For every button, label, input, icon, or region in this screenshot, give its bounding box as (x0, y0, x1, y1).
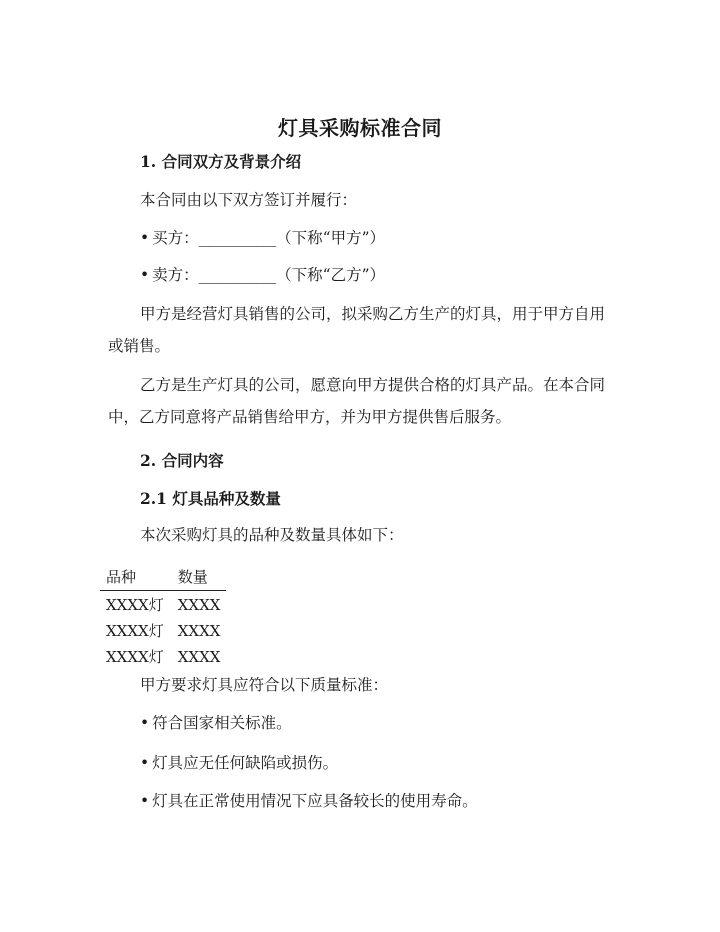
table-header-variety: 品种 (100, 562, 170, 591)
quality-item-text: 灯具应无任何缺陷或损伤。 (152, 754, 339, 772)
quality-item (140, 708, 292, 739)
bullet-icon (140, 754, 152, 772)
section-2-1-intro: 本次采购灯具的品种及数量具体如下： (140, 526, 404, 544)
table-cell-variety: XXXX灯 (106, 648, 164, 666)
table-cell-quantity: XXXX (177, 621, 221, 640)
table-header-quantity: 数量 (170, 562, 227, 591)
section-1-heading: 1. 合同双方及背景介绍 (140, 152, 302, 171)
bullet-icon (140, 792, 152, 810)
quality-item-text: 符合国家相关标准。 (152, 714, 292, 732)
bullet-icon (140, 229, 152, 247)
product-table (100, 562, 226, 669)
table-header-row (100, 562, 226, 591)
buyer-line (140, 223, 385, 254)
table-cell-variety: XXXX灯 (106, 596, 164, 614)
bullet-icon (140, 714, 152, 732)
table-row (100, 617, 226, 643)
seller-line (140, 260, 385, 291)
quality-item (140, 786, 478, 817)
document-title: 灯具采购标准合同 (278, 116, 442, 140)
bullet-icon (140, 266, 152, 284)
quality-item-text: 灯具在正常使用情况下应具备较长的使用寿命。 (152, 792, 478, 810)
section-2-1-heading: 2.1 灯具品种及数量 (140, 489, 281, 508)
quality-item (140, 748, 338, 779)
section-1-intro: 本合同由以下双方签订并履行： (140, 191, 358, 209)
table-cell-quantity: XXXX (177, 647, 221, 666)
seller-text: 卖方：__________（下称“乙方”） (152, 266, 386, 284)
quality-intro: 甲方要求灯具应符合以下质量标准： (140, 676, 389, 694)
table-cell-variety: XXXX灯 (106, 622, 164, 640)
buyer-text: 买方：__________（下称“甲方”） (152, 229, 386, 247)
section-2-heading: 2. 合同内容 (140, 451, 224, 470)
table-row (100, 591, 226, 618)
table-row (100, 643, 226, 669)
table-cell-quantity: XXXX (177, 595, 221, 614)
paragraph-party-b: 乙方是生产灯具的公司，愿意向甲方提供合格的灯具产品。在本合同中，乙方同意将产品销售给甲方，并为甲方提供售后服务。 (108, 376, 606, 426)
paragraph-party-a: 甲方是经营灯具销售的公司，拟采购乙方生产的灯具，用于甲方自用或销售。 (108, 305, 606, 355)
